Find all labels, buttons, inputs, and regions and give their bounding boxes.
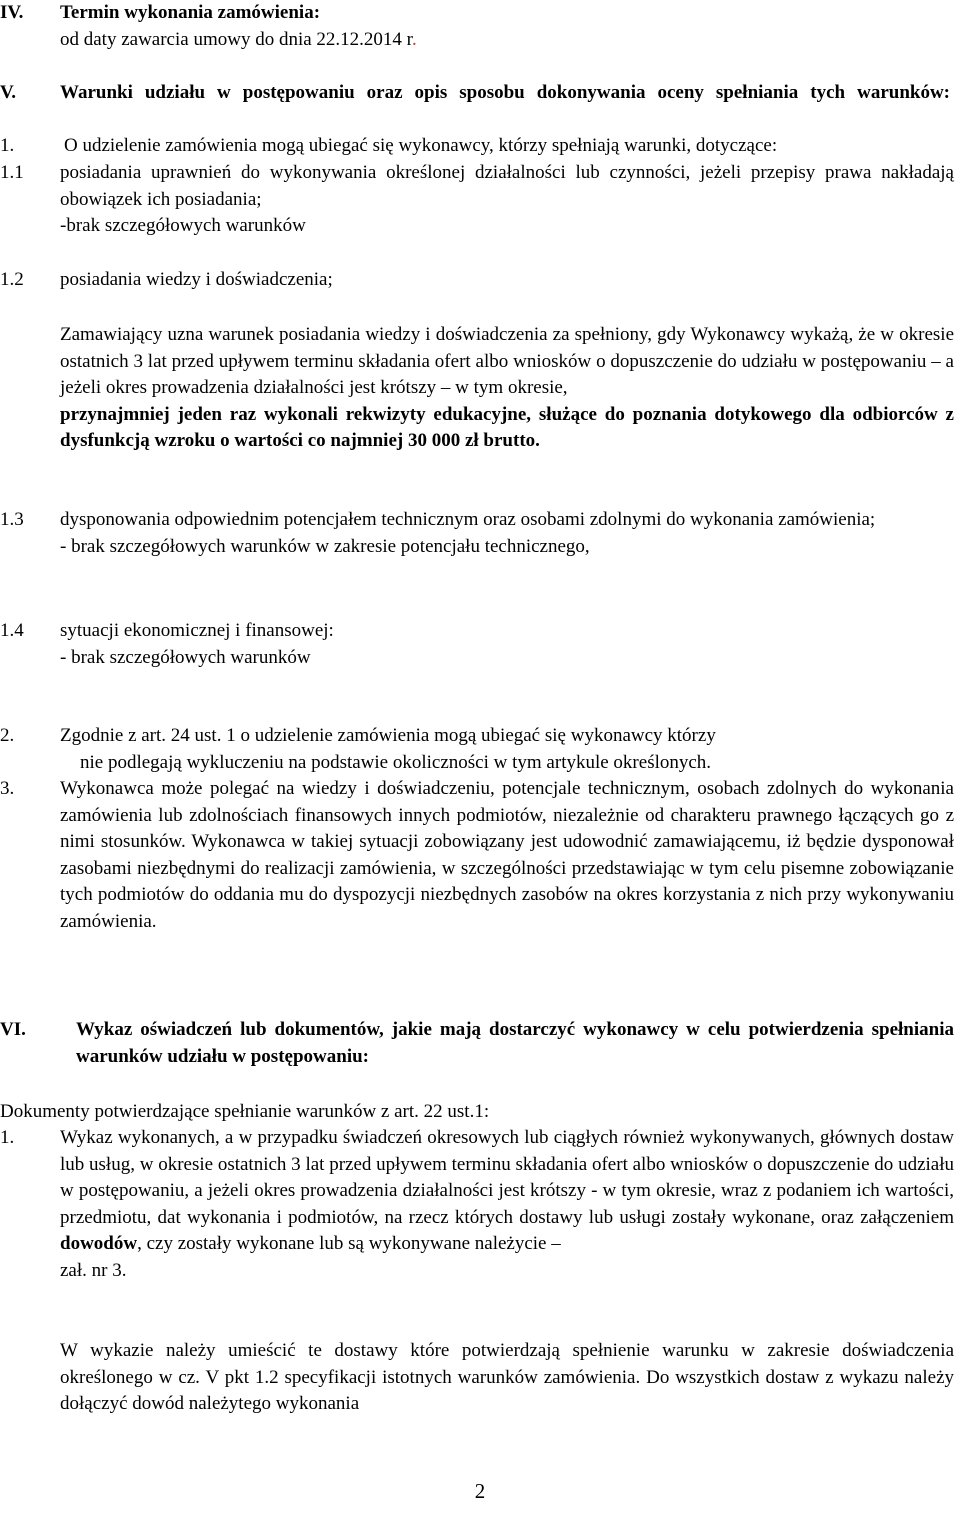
item-1-1-text: posiadania uprawnień do wykonywania określonej działalności lub czynności, jeżeli przepisy prawa nakładają obowiązek ich posiadania; xyxy=(60,162,954,210)
section-vi-item-1-text-a: Wykaz wykonanych, a w przypadku świadczeń okresowych lub ciągłych również wykonywanych, głównych dostaw lub usług, w okresie ostatnich 3 lat przed upływem terminu składania ofert albo wniosków o dopuszczenie do udziału w postępowaniu, a jeżeli okres prowadzenia działalności jest krótszy - w tym okresie, wraz z podaniem ich wartości, przedmiotu, dat wykonania i podmiotów, na rzecz których dostawy lub usługi zostały wykonane, oraz załączeniem xyxy=(60,1127,954,1228)
page-number: 2 xyxy=(474,1479,486,1503)
section-vi-item-1-para2: W wykazie należy umieścić te dostawy które potwierdzają spełnienie warunku w zakresie doświadczenia określonego w cz. V pkt 1.2 specyfikacji istotnych warunków zamówienia. Do wszystkich dostaw z wykazu należy dołączyć dowód należytego wykonania xyxy=(60,1340,954,1414)
item-1-text: O udzielenie zamówienia mogą ubiegać się wykonawcy, którzy spełniają warunki, dotyczące: xyxy=(64,135,778,156)
section-iv-title: Termin wykonania zamówienia: xyxy=(60,2,321,23)
section-iv xyxy=(0,0,954,53)
item-3-number: 3. xyxy=(0,778,15,799)
section-vi-item-1-paragraph2 xyxy=(0,1338,954,1418)
item-1 xyxy=(0,133,954,160)
section-vi-item-1-text-b: , czy zostały wykonane lub są wykonywane należycie – xyxy=(137,1233,561,1254)
item-1-2 xyxy=(0,267,954,294)
item-1-1-number: 1.1 xyxy=(0,162,24,183)
item-1-4-text: sytuacji ekonomicznej i finansowej: xyxy=(60,620,334,641)
item-3 xyxy=(0,776,954,935)
item-1-3-note: - brak szczegółowych warunków w zakresie potencjału technicznego, xyxy=(60,535,590,557)
item-1-3-number: 1.3 xyxy=(0,509,24,530)
item-1-4-number: 1.4 xyxy=(0,620,24,641)
item-1-number: 1. xyxy=(0,135,15,156)
item-2-line1: Zgodnie z art. 24 ust. 1 o udzielenie zamówienia mogą ubiegać się wykonawcy którzy xyxy=(60,725,716,746)
section-vi-intro-text: Dokumenty potwierdzające spełnianie warunków z art. 22 ust.1: xyxy=(0,1101,490,1122)
section-iv-date-dot: . xyxy=(411,28,417,50)
item-2-number: 2. xyxy=(0,725,15,746)
item-1-2-paragraph xyxy=(0,322,954,455)
section-vi xyxy=(0,1017,954,1070)
item-1-2-text: posiadania wiedzy i doświadczenia; xyxy=(60,269,333,290)
item-1-3 xyxy=(0,507,954,560)
section-vi-item-1 xyxy=(0,1125,954,1284)
item-1-1-note: -brak szczegółowych warunków xyxy=(60,215,306,236)
section-vi-item-1-text xyxy=(60,1125,954,1258)
item-1-2-bold: przynajmniej jeden raz wykonali rekwizyty edukacyjne, służące do poznania dotykowego dla odbiorców z dysfunkcją wzroku o wartości co najmniej 30 000 zł brutto. xyxy=(60,403,954,451)
section-vi-intro xyxy=(0,1099,954,1126)
section-v-title: Warunki udziału w postępowaniu oraz opis sposobu dokonywania oceny spełniania tych warunków: xyxy=(60,82,950,103)
section-vi-item-1-dowodow: dowodów xyxy=(60,1233,138,1254)
item-1-4 xyxy=(0,618,954,671)
section-vi-title: Wykaz oświadczeń lub dokumentów, jakie mają dostarczyć wykonawcy w celu potwierdzenia spełniania warunków udziału w postępowaniu: xyxy=(76,1019,954,1067)
item-1-2-number: 1.2 xyxy=(0,269,24,290)
section-iv-number: IV. xyxy=(0,2,24,23)
section-vi-item-1-attachment: zał. nr 3. xyxy=(60,1259,127,1281)
section-iv-date-line xyxy=(60,27,954,54)
item-1-1 xyxy=(0,160,954,240)
section-v-number: V. xyxy=(0,82,17,103)
item-1-4-note: - brak szczegółowych warunków xyxy=(60,646,311,668)
item-3-text: Wykonawca może polegać na wiedzy i doświadczeniu, potencjale technicznym, osobach zdolnych do wykonania zamówienia lub zdolnościach finansowych innych podmiotów, niezależnie od charakteru prawnego łączących go z nimi stosunków. Wykonawca w takiej sytuacji zobowiązany jest udowodnić zamawiającemu, iż będzie dysponował zasobami niezbędnymi do realizacji zamówienia, w szczególności przedstawiając w tym celu pisemne zobowiązanie tych podmiotów do oddania mu do dyspozycji niezbędnych zasobów na okres korzystania z nich przy wykonywaniu zamówienia. xyxy=(60,778,954,932)
item-1-2-para: Zamawiający uzna warunek posiadania wiedzy i doświadczenia za spełniony, gdy Wykonawcy wykażą, że w okresie ostatnich 3 lat przed upływem terminu składania ofert albo wniosków o dopuszczenie do udziału w postępowaniu – a jeżeli okres prowadzenia działalności jest krótszy – w tym okresie, xyxy=(60,324,954,398)
section-vi-item-1-number: 1. xyxy=(0,1127,15,1148)
item-2 xyxy=(0,723,954,776)
section-vi-number: VI. xyxy=(0,1019,26,1040)
section-v xyxy=(0,80,954,107)
item-1-3-text: dysponowania odpowiednim potencjałem technicznym oraz osobami zdolnymi do wykonania zamówienia; xyxy=(60,509,876,530)
item-2-line2: nie podlegają wykluczeniu na podstawie okoliczności w tym artykule określonych. xyxy=(80,751,712,773)
section-iv-date-text: od daty zawarcia umowy do dnia 22.12.2014 r xyxy=(60,28,412,50)
